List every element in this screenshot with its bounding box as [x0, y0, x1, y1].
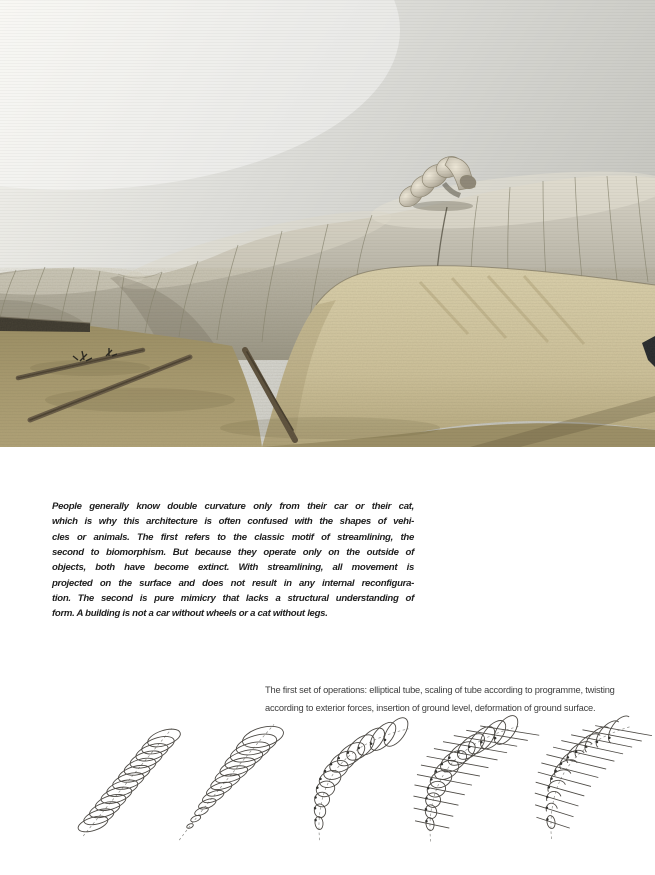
paragraph-line: objects, both have become extinct. With streamlining, all movement is [52, 562, 414, 574]
op-ground-level [413, 712, 539, 842]
op-elliptical-tube-sections [76, 726, 182, 835]
paragraph-line: form. A building is not a car without wheels or a cat without legs. [52, 608, 328, 620]
paragraph-line: cles or animals. The first refers to the classic motif of streamlining, the [52, 531, 414, 543]
op-ground-deformation [535, 712, 652, 839]
op-twisting [313, 714, 413, 841]
op-scaling-of-tube-sections [186, 722, 286, 829]
op-twisting-sections [313, 714, 413, 830]
caption-line: according to exterior forces, insertion of ground level, deformation of ground surface. [265, 703, 596, 714]
op-ground-deformation-ground-lines [535, 726, 652, 828]
op-scaling-of-tube [179, 722, 286, 840]
paragraph-line: tion. The second is pure mimicry that lacks a structural understanding of [52, 593, 414, 605]
body-paragraph [52, 499, 414, 622]
paragraph-line: People generally know double curvature only from their car or their cat, [52, 501, 414, 512]
op-elliptical-tube [76, 726, 182, 836]
paragraph-line: which is why this architecture is often confused with the shapes of vehi- [52, 516, 414, 528]
paragraph-line: projected on the surface and does not result in any internal reconfigura- [52, 577, 414, 589]
operation-diagrams [0, 710, 655, 875]
op-ground-level-ground-lines [413, 726, 539, 828]
paragraph-line: second to biomorphism. But because they operate only on the outside of [52, 547, 414, 559]
sand-grain-texture [0, 268, 655, 447]
caption-line: The first set of operations: elliptical tube, scaling of tube according to programme, twisting [265, 685, 615, 695]
